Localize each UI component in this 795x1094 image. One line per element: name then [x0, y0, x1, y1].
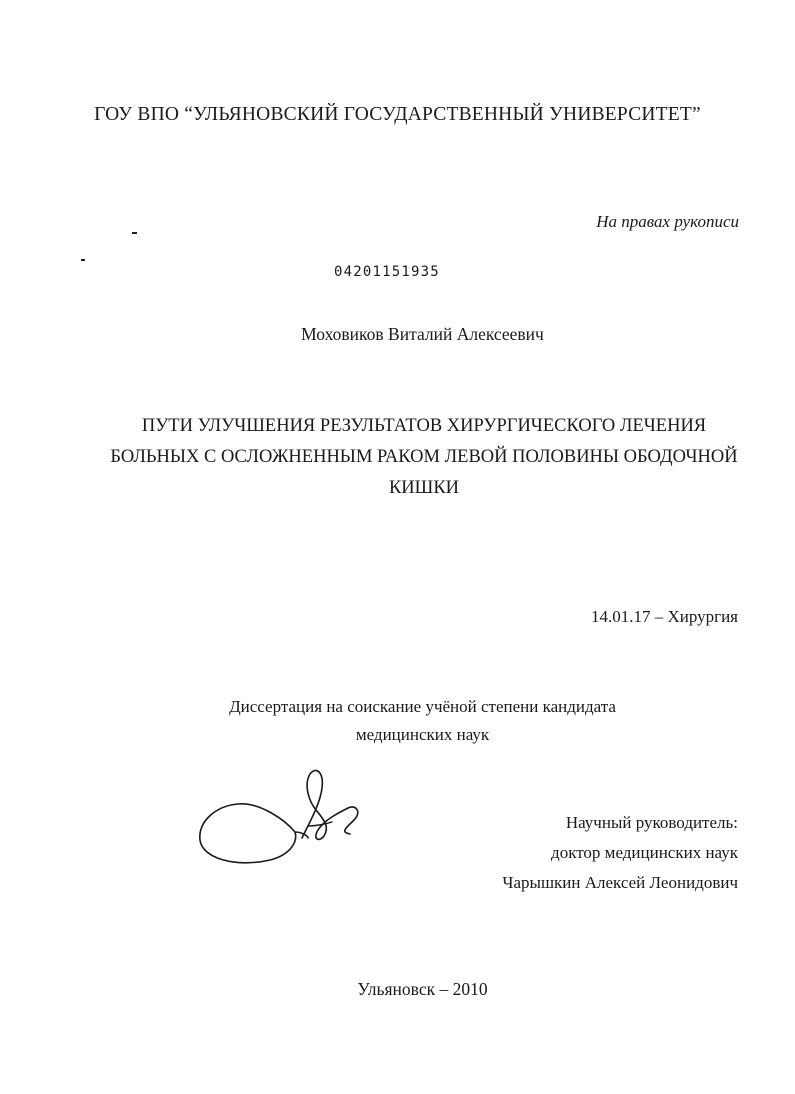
city-year: Ульяновск – 2010 — [357, 979, 488, 999]
document-id: 04201151935 — [334, 264, 440, 280]
dissertation-degree — [120, 693, 725, 749]
degree-line: Диссертация на соискание учёной степени кандидата — [229, 697, 616, 716]
title-line: КИШКИ — [388, 478, 460, 498]
scan-speck — [81, 259, 85, 261]
author-name: Моховиков Виталий Алексеевич — [301, 324, 544, 344]
manuscript-rights-note: На правах рукописи — [596, 212, 739, 231]
specialty-code: 14.01.17 – Хирургия — [590, 607, 738, 626]
university-header: ГОУ ВПО “УЛЬЯНОВСКИЙ ГОСУДАРСТВЕННЫЙ УНИВЕРСИТЕТ” — [94, 104, 701, 125]
scientific-supervisor — [502, 808, 738, 898]
scan-speck — [132, 232, 137, 234]
title-line: БОЛЬНЫХ С ОСЛОЖНЕННЫМ РАКОМ ЛЕВОЙ ПОЛОВИНЫ ОБОДОЧНОЙ — [110, 447, 738, 467]
degree-line: медицинских наук — [355, 725, 490, 744]
dissertation-title — [64, 411, 784, 504]
title-line: ПУТИ УЛУЧШЕНИЯ РЕЗУЛЬТАТОВ ХИРУРГИЧЕСКОГО ЛЕЧЕНИЯ — [141, 416, 707, 436]
handwritten-signature — [190, 760, 370, 880]
supervisor-name: Чарышкин Алексей Леонидович — [502, 873, 738, 892]
supervisor-role: Научный руководитель: — [565, 813, 738, 832]
supervisor-degree: доктор медицинских наук — [551, 843, 738, 862]
